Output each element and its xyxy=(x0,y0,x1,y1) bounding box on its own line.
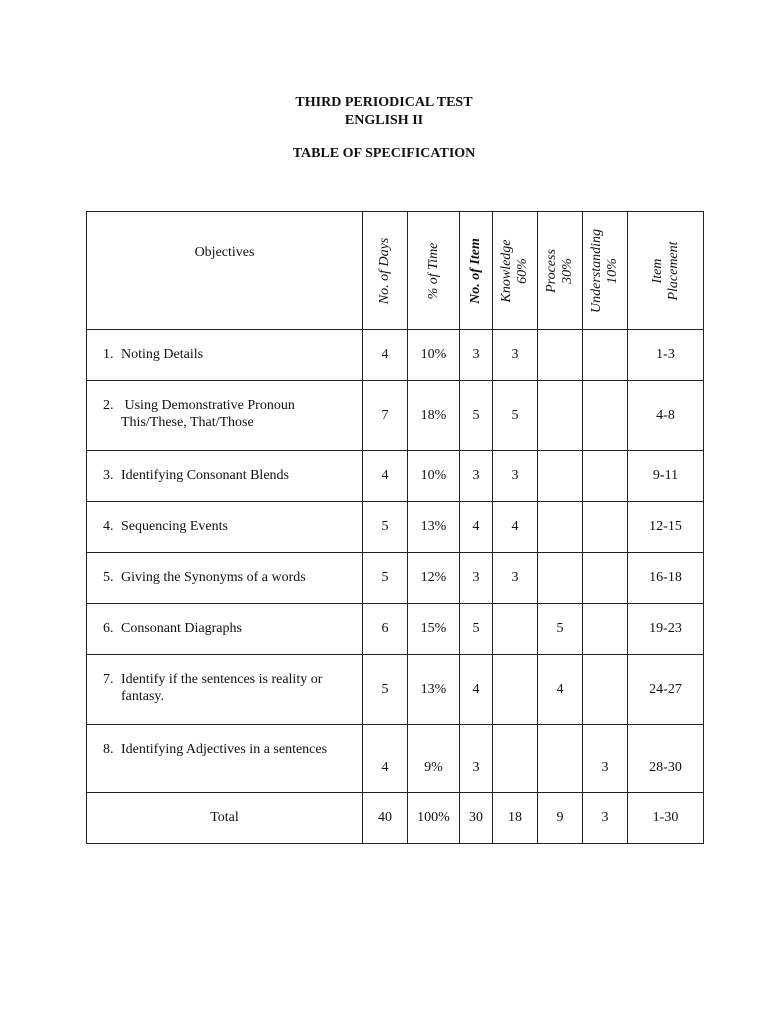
header-items-label: No. of Item xyxy=(468,237,483,304)
total-knowledge: 18 xyxy=(493,793,538,844)
objective-cell xyxy=(87,604,363,655)
objective-cell xyxy=(87,451,363,502)
time-cell: 13% xyxy=(408,655,460,725)
objective-cell xyxy=(87,502,363,553)
objective-number: 6. xyxy=(103,621,114,636)
time-cell: 15% xyxy=(408,604,460,655)
header-understanding xyxy=(583,212,628,330)
objective-text: Identifying Consonant Blends xyxy=(121,468,289,483)
placement-cell: 4-8 xyxy=(628,381,704,451)
process-cell: 5 xyxy=(538,604,583,655)
time-cell: 12% xyxy=(408,553,460,604)
header-objectives: Objectives xyxy=(87,212,363,330)
objective-text: Noting Details xyxy=(121,347,204,362)
items-cell: 4 xyxy=(460,502,493,553)
placement-cell: 24-27 xyxy=(628,655,704,725)
objective-text: Giving the Synonyms of a words xyxy=(121,570,306,585)
process-cell xyxy=(538,451,583,502)
header-knowledge xyxy=(493,212,538,330)
header-knowledge-line2: 60% xyxy=(515,257,530,284)
objective-cell xyxy=(87,381,363,451)
table-row xyxy=(87,604,704,655)
total-days: 40 xyxy=(363,793,408,844)
understanding-cell xyxy=(583,553,628,604)
subject-title: ENGLISH II xyxy=(344,113,424,128)
objective-number: 2. xyxy=(103,398,114,413)
header-placement-line1: Item xyxy=(649,258,665,283)
objective-number: 1. xyxy=(103,347,114,362)
items-cell: 5 xyxy=(460,381,493,451)
header-knowledge-line1: Knowledge xyxy=(499,239,514,302)
table-row xyxy=(87,451,704,502)
objective-cell xyxy=(87,655,363,725)
total-label: Total xyxy=(87,793,363,844)
time-cell: 10% xyxy=(408,330,460,381)
table-row xyxy=(87,725,704,793)
knowledge-cell: 5 xyxy=(493,381,538,451)
objective-number: 4. xyxy=(103,519,114,534)
items-cell: 5 xyxy=(460,604,493,655)
table-row xyxy=(87,655,704,725)
objective-cell xyxy=(87,330,363,381)
header-placement xyxy=(628,212,704,330)
total-understanding: 3 xyxy=(583,793,628,844)
header-understanding-label xyxy=(589,229,621,313)
table-title: TABLE OF SPECIFICATION xyxy=(292,146,476,161)
objective-text-cont: This/These, That/Those xyxy=(121,415,254,430)
objective-number: 8. xyxy=(103,742,114,757)
header-placement-label xyxy=(650,241,682,300)
time-cell: 13% xyxy=(408,502,460,553)
test-title: THIRD PERIODICAL TEST xyxy=(295,95,473,110)
objective-text: Using Demonstrative Pronoun xyxy=(121,398,295,413)
header-understanding-line1: Understanding xyxy=(589,228,604,313)
days-cell: 4 xyxy=(363,451,408,502)
header-process-line2: 30% xyxy=(560,257,575,284)
total-process: 9 xyxy=(538,793,583,844)
header-days xyxy=(363,212,408,330)
objective-text: Identify if the sentences is reality or xyxy=(121,672,323,687)
days-cell: 5 xyxy=(363,655,408,725)
days-cell: 4 xyxy=(363,330,408,381)
header-time xyxy=(408,212,460,330)
understanding-cell xyxy=(583,330,628,381)
objective-number: 7. xyxy=(103,672,114,687)
header-process xyxy=(538,212,583,330)
days-cell: 7 xyxy=(363,381,408,451)
placement-cell: 9-11 xyxy=(628,451,704,502)
specification-table xyxy=(86,211,704,844)
objective-text: Consonant Diagraphs xyxy=(121,621,242,636)
days-cell: 5 xyxy=(363,553,408,604)
process-cell xyxy=(538,553,583,604)
knowledge-cell xyxy=(493,604,538,655)
process-cell: 4 xyxy=(538,655,583,725)
days-cell: 5 xyxy=(363,502,408,553)
table-row xyxy=(87,502,704,553)
knowledge-cell: 3 xyxy=(493,553,538,604)
understanding-cell xyxy=(583,451,628,502)
header-knowledge-label xyxy=(499,239,531,302)
items-cell: 3 xyxy=(460,330,493,381)
process-cell xyxy=(538,502,583,553)
header-row xyxy=(87,212,704,330)
table-row xyxy=(87,381,704,451)
items-cell: 4 xyxy=(460,655,493,725)
understanding-cell xyxy=(583,655,628,725)
understanding-cell xyxy=(583,381,628,451)
knowledge-cell: 4 xyxy=(493,502,538,553)
header-days-label: No. of Days xyxy=(377,237,392,304)
placement-cell: 28-30 xyxy=(628,725,704,793)
knowledge-cell xyxy=(493,655,538,725)
header-placement-line2: Placement xyxy=(665,240,681,301)
knowledge-cell: 3 xyxy=(493,330,538,381)
objective-number: 5. xyxy=(103,570,114,585)
time-cell: 9% xyxy=(408,725,460,793)
days-cell: 4 xyxy=(363,725,408,793)
understanding-cell: 3 xyxy=(583,725,628,793)
items-cell: 3 xyxy=(460,451,493,502)
process-cell xyxy=(538,725,583,793)
items-cell: 3 xyxy=(460,725,493,793)
process-cell xyxy=(538,381,583,451)
time-cell: 10% xyxy=(408,451,460,502)
total-items: 30 xyxy=(460,793,493,844)
header-items xyxy=(460,212,493,330)
understanding-cell xyxy=(583,604,628,655)
header-process-label xyxy=(544,249,576,293)
understanding-cell xyxy=(583,502,628,553)
objective-text-cont: fantasy. xyxy=(121,689,165,704)
items-cell: 3 xyxy=(460,553,493,604)
knowledge-cell: 3 xyxy=(493,451,538,502)
placement-cell: 16-18 xyxy=(628,553,704,604)
time-cell: 18% xyxy=(408,381,460,451)
objective-text: Identifying Adjectives in a sentences xyxy=(121,742,328,757)
total-placement: 1-30 xyxy=(628,793,704,844)
total-time: 100% xyxy=(408,793,460,844)
table-row xyxy=(87,553,704,604)
objective-number: 3. xyxy=(103,468,114,483)
objective-cell xyxy=(87,553,363,604)
days-cell: 6 xyxy=(363,604,408,655)
objective-text: Sequencing Events xyxy=(121,519,228,534)
process-cell xyxy=(538,330,583,381)
placement-cell: 1-3 xyxy=(628,330,704,381)
header-understanding-line2: 10% xyxy=(605,257,620,284)
objective-cell xyxy=(87,725,363,793)
table-row xyxy=(87,330,704,381)
header-time-label: % of Time xyxy=(425,242,441,299)
placement-cell: 19-23 xyxy=(628,604,704,655)
total-row xyxy=(87,793,704,844)
knowledge-cell xyxy=(493,725,538,793)
placement-cell: 12-15 xyxy=(628,502,704,553)
header-process-line1: Process xyxy=(544,248,559,293)
